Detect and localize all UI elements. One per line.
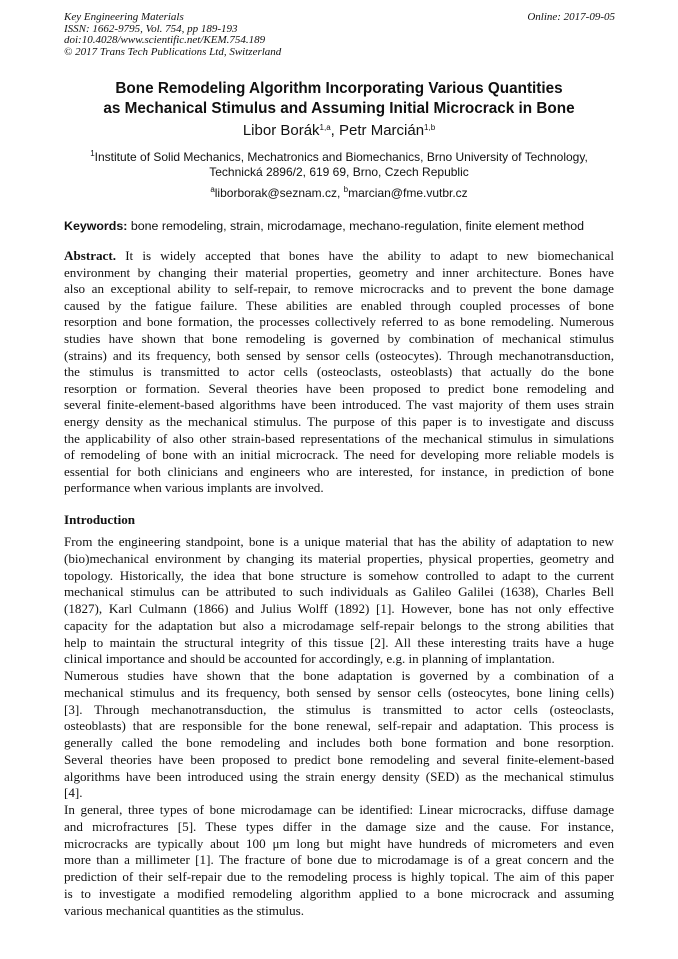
line-text: energy density as the mechanical stimulus. The purpose of this paper is to investigate and discuss <box>64 413 614 429</box>
paragraph-line: various mechanical quantities as the stimulus. <box>64 902 304 918</box>
paragraph-line: clinical importance and should be accounted for accordingly, e.g. in planning of implantation. <box>64 651 555 667</box>
abstract-line <box>64 281 614 298</box>
abstract-line <box>64 414 614 431</box>
paragraph-line: capacity for the adaptation but also a microdamage self-repair belongs to the strong abilities that <box>64 617 614 633</box>
online-date: Online: 2017-09-05 <box>527 11 615 23</box>
journal-name: Key Engineering Materials <box>64 11 184 23</box>
paragraph-line: osteoblasts) that are responsible for the bone renewal, self-repair and adaptation. This process is <box>64 718 614 734</box>
paragraph-line: (bio)mechanical environment by changing its material properties, physical properties, geometry and <box>64 550 614 566</box>
line-text: studies have shown that bone remodeling is governed by combination of mechanical stimulus <box>64 330 614 346</box>
paragraph-line: algorithms have been introduced using the strain energy density (SED) as the mechanical stimulus <box>64 768 614 784</box>
affiliation <box>0 150 678 180</box>
line-text: environment by changing their material properties, geometry and inner architecture. Bones have <box>64 264 614 280</box>
author-sup: 1,a <box>319 123 331 132</box>
line-text: the stimulus is transmitted to actor cells (osteoclasts, osteoblasts) that actually do the bone <box>64 364 614 380</box>
affil-line: Technická 2896/2, 619 69, Brno, Czech Republic <box>209 165 469 179</box>
journal-header <box>64 12 615 58</box>
paragraph-line: more than a millimeter [1]. The fracture of bone due to microdamage is of a great concern and the <box>64 852 614 868</box>
paragraph-line: help to maintain the structural integrity of this tissue [2]. All these interesting traits have a huge <box>64 634 614 650</box>
affil-sup: 1 <box>90 149 95 158</box>
paragraph-line: generally called the bone remodeling and includes both bone formation and bone resorption. <box>64 735 614 750</box>
email-link[interactable]: liborborak@seznam.cz <box>214 186 337 200</box>
paragraph-line: and microfractures [5]. These types differ in the damage size and the cause. For instance, <box>64 818 614 834</box>
abstract-line <box>64 265 614 282</box>
paragraph-line: topology. Historically, the idea that bone structure is somehow controlled to adapt to the current <box>64 567 614 583</box>
keywords-label: Keywords: <box>64 219 128 233</box>
line-text: also an exceptional ability to self-repair, to remove microcracks and to prevent the bone damage <box>64 281 614 297</box>
abstract-line <box>64 397 614 414</box>
paragraph-line: prediction of their self-repair due to the remodeling process is highly topical. The aim of this paper <box>64 869 614 884</box>
author-sep: , <box>330 122 340 139</box>
authors <box>0 122 678 140</box>
paragraph-line: Several theories have been proposed to predict bone remodeling and several finite-element-based <box>64 751 614 767</box>
copyright: © 2017 Trans Tech Publications Ltd, Switzerland <box>64 45 282 58</box>
line-text: several finite-element-based algorithms have been introduced. The vast majority of them uses strain <box>64 397 614 413</box>
abstract-line <box>64 298 614 315</box>
keywords <box>64 219 584 234</box>
paragraph-line: (1827), Karl Culmann (1866) and Julius Wolff (1892) [1]. However, bone has not only effective <box>64 601 614 616</box>
email-sup: a <box>210 185 215 194</box>
author-name: Libor Borák <box>242 122 320 139</box>
abstract-line <box>64 248 614 265</box>
section-heading: Introduction <box>64 512 136 527</box>
paragraph-line: [4]. <box>64 785 83 801</box>
abstract-line <box>64 314 614 331</box>
paragraph-line: mechanical stimulus can be attributed to such individuals as Galileo Galilei (1638), Charles Bell <box>64 584 614 600</box>
affil-line: Institute of Solid Mechanics, Mechatronics and Biomechanics, Brno University of Technology, <box>94 150 588 164</box>
abstract-line <box>64 431 614 448</box>
doi: doi:10.4028/www.scientific.net/KEM.754.189 <box>64 34 266 47</box>
emails <box>0 186 678 201</box>
line-text: resorption and bone formation, the processes collectively referred to as bone remodeling. Numerous <box>64 314 614 330</box>
author-name: Petr Marcián <box>339 122 425 139</box>
paragraph-line: In general, three types of bone microdamage can be identified: Linear microcracks, diffuse damage <box>64 802 614 817</box>
line-text: of remodeling of bone with an initial microcrack. The need for developing more reliable models is <box>64 447 614 463</box>
introduction-body <box>64 534 614 919</box>
line-text: It is widely accepted that bones have the ability to adapt to new biomechanical <box>125 248 614 263</box>
email-link[interactable]: marcian@fme.vutbr.cz <box>348 186 468 200</box>
email-sup: b <box>343 185 349 194</box>
line-text: performance when various implants are involved. <box>64 480 324 496</box>
abstract-line <box>64 464 614 481</box>
email-sep: , <box>337 186 344 200</box>
abstract-line <box>64 331 614 348</box>
paragraph-line: From the engineering standpoint, bone is a unique material that has the ability of adaptation to new <box>64 534 614 549</box>
line-text: resorption or formation. Several theories have been proposed to predict bone remodeling and <box>64 380 614 396</box>
title-line: Bone Remodeling Algorithm Incorporating Various Quantities <box>115 80 563 97</box>
line-text: essential for both clinicians and engineers who are interested, for instance, in prediction of bone <box>64 463 614 479</box>
paragraph-line: mechanical stimulus and its frequency, both sensed by sensor cells (osteocytes, bone lining cells) <box>64 684 614 700</box>
abstract-line <box>64 348 614 365</box>
line-text: the applicability of also other strain-based representations of the mechanical stimulus in simulations <box>64 430 614 446</box>
paragraph-line: Numerous studies have shown that the bone adaptation is governed by a combination of a <box>64 668 614 683</box>
keywords-text: bone remodeling, strain, microdamage, mechano-regulation, finite element method <box>130 219 585 233</box>
paper-title <box>0 79 678 119</box>
abstract-label: Abstract. <box>64 248 116 263</box>
paragraph-line: [3]. Through mechanotransduction, the stimulus is transmitted to actor cells (osteoclasts, <box>64 701 614 717</box>
abstract-line <box>64 381 614 398</box>
abstract-line <box>64 364 614 381</box>
paragraph-line: microcracks are typically about 100 μm long but might have hundreds of micrometers and even <box>64 835 614 851</box>
title-line: as Mechanical Stimulus and Assuming Initial Microcrack in Bone <box>103 100 575 117</box>
abstract-line <box>64 480 614 497</box>
issn: ISSN: 1662-9795, Vol. 754, pp 189-193 <box>64 22 238 35</box>
author-sup: 1,b <box>424 123 436 132</box>
paragraph-line: is to investigate a modified remodeling algorithm applied to a bone microcrack and assuming <box>64 885 614 901</box>
line-text: caused by the fatigue failure. These abilities are enabled through coupled processes of bone <box>64 297 614 313</box>
line-text: (strains) and its frequency, both sensed by sensor cells (osteocytes). Through mechanotransduction, <box>64 347 614 363</box>
abstract-line <box>64 447 614 464</box>
abstract <box>64 248 614 497</box>
